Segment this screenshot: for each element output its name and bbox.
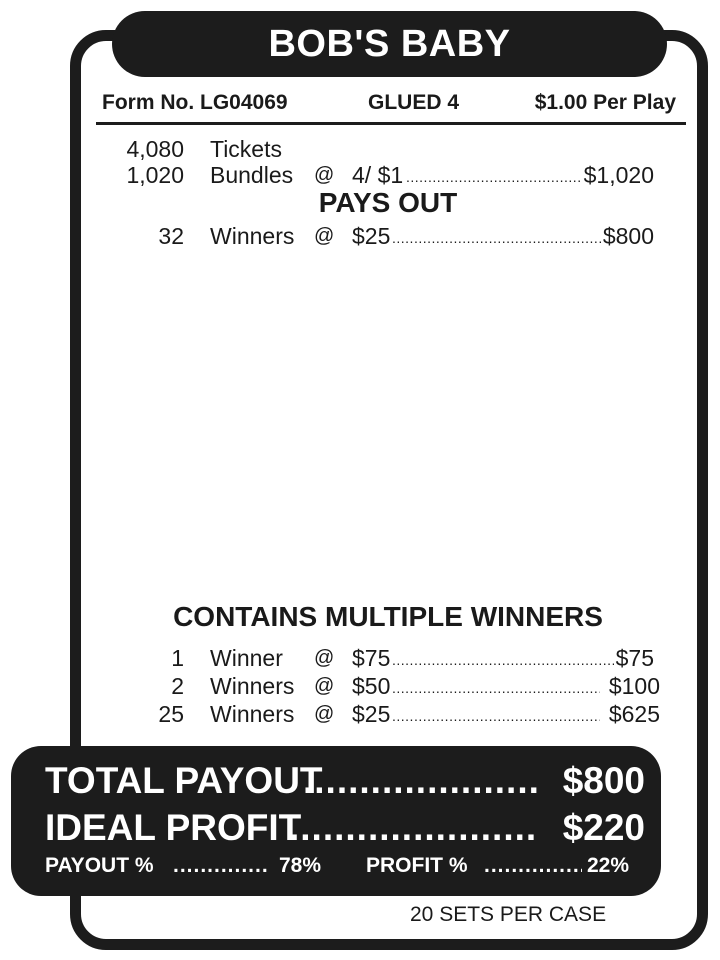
winner-amount: $800 [602, 223, 654, 249]
multi-amount: $625 [608, 701, 660, 727]
winner-price: $25 [352, 223, 391, 249]
multi-price: $50 [352, 673, 391, 699]
form-info-row [96, 91, 686, 121]
multi-price: $25 [352, 701, 391, 727]
profit-pct-line [366, 854, 629, 880]
multi-label: Winners [210, 673, 295, 699]
multi-at: @ [314, 675, 335, 697]
multi-at: @ [314, 703, 335, 725]
multi-qty: 25 [158, 701, 184, 727]
ideal-profit-label: IDEAL PROFIT [45, 807, 302, 848]
ideal-profit-leader [289, 807, 537, 851]
ideal-profit-value: $220 [562, 807, 645, 848]
price-per-play: $1.00 Per Play [534, 91, 676, 114]
header-rule [96, 122, 686, 125]
tickets-qty: 4,080 [126, 136, 184, 162]
multiple-winners-heading: CONTAINS MULTIPLE WINNERS [173, 601, 603, 632]
multi-leader [392, 673, 600, 699]
multi-row [96, 673, 696, 699]
bundles-amount: $1,020 [583, 162, 654, 188]
multi-label: Winners [210, 701, 295, 727]
winner-at: @ [314, 225, 335, 247]
tickets-row [96, 136, 696, 162]
multi-amount: $100 [608, 673, 660, 699]
multi-label: Winner [210, 645, 283, 671]
ideal-profit-line [45, 807, 645, 851]
summary-box [11, 746, 661, 896]
total-payout-label: TOTAL PAYOUT [45, 760, 323, 801]
total-payout-leader [303, 760, 537, 804]
profit-pct-label: PROFIT % [366, 854, 468, 877]
total-payout-line [45, 760, 645, 804]
bundles-price: 4/ $1 [352, 162, 404, 188]
bundles-label: Bundles [210, 162, 294, 188]
multi-price: $75 [352, 645, 391, 671]
multi-qty: 2 [171, 673, 184, 699]
multi-amount: $75 [615, 645, 654, 671]
winner-qty: 32 [158, 223, 184, 249]
multi-row [96, 701, 696, 727]
game-title: BOB'S BABY [112, 11, 667, 77]
bundles-leader [406, 162, 582, 188]
glued-count: GLUED 4 [368, 91, 460, 114]
sets-per-case: 20 SETS PER CASE [410, 903, 607, 926]
tickets-label: Tickets [210, 136, 282, 162]
profit-pct-value: 22% [586, 854, 629, 877]
payout-pct-leader [173, 854, 269, 880]
total-payout-value: $800 [562, 760, 645, 801]
multi-leader [392, 701, 600, 727]
profit-pct-leader [484, 854, 582, 880]
bundles-row [96, 162, 696, 188]
bundles-at: @ [314, 164, 335, 186]
payout-pct-label: PAYOUT % [45, 854, 154, 877]
payout-pct-value: 78% [278, 854, 321, 877]
winner-label: Winners [210, 223, 295, 249]
multi-leader [392, 645, 614, 671]
pays-out-heading: PAYS OUT [318, 187, 458, 218]
multi-row [96, 645, 696, 671]
pays-out-row [96, 223, 696, 249]
payout-pct-line [45, 854, 321, 880]
multi-qty: 1 [171, 645, 184, 671]
multi-at: @ [314, 647, 335, 669]
winner-leader [392, 223, 602, 249]
bundles-qty: 1,020 [126, 162, 184, 188]
form-number: Form No. LG04069 [102, 91, 288, 114]
